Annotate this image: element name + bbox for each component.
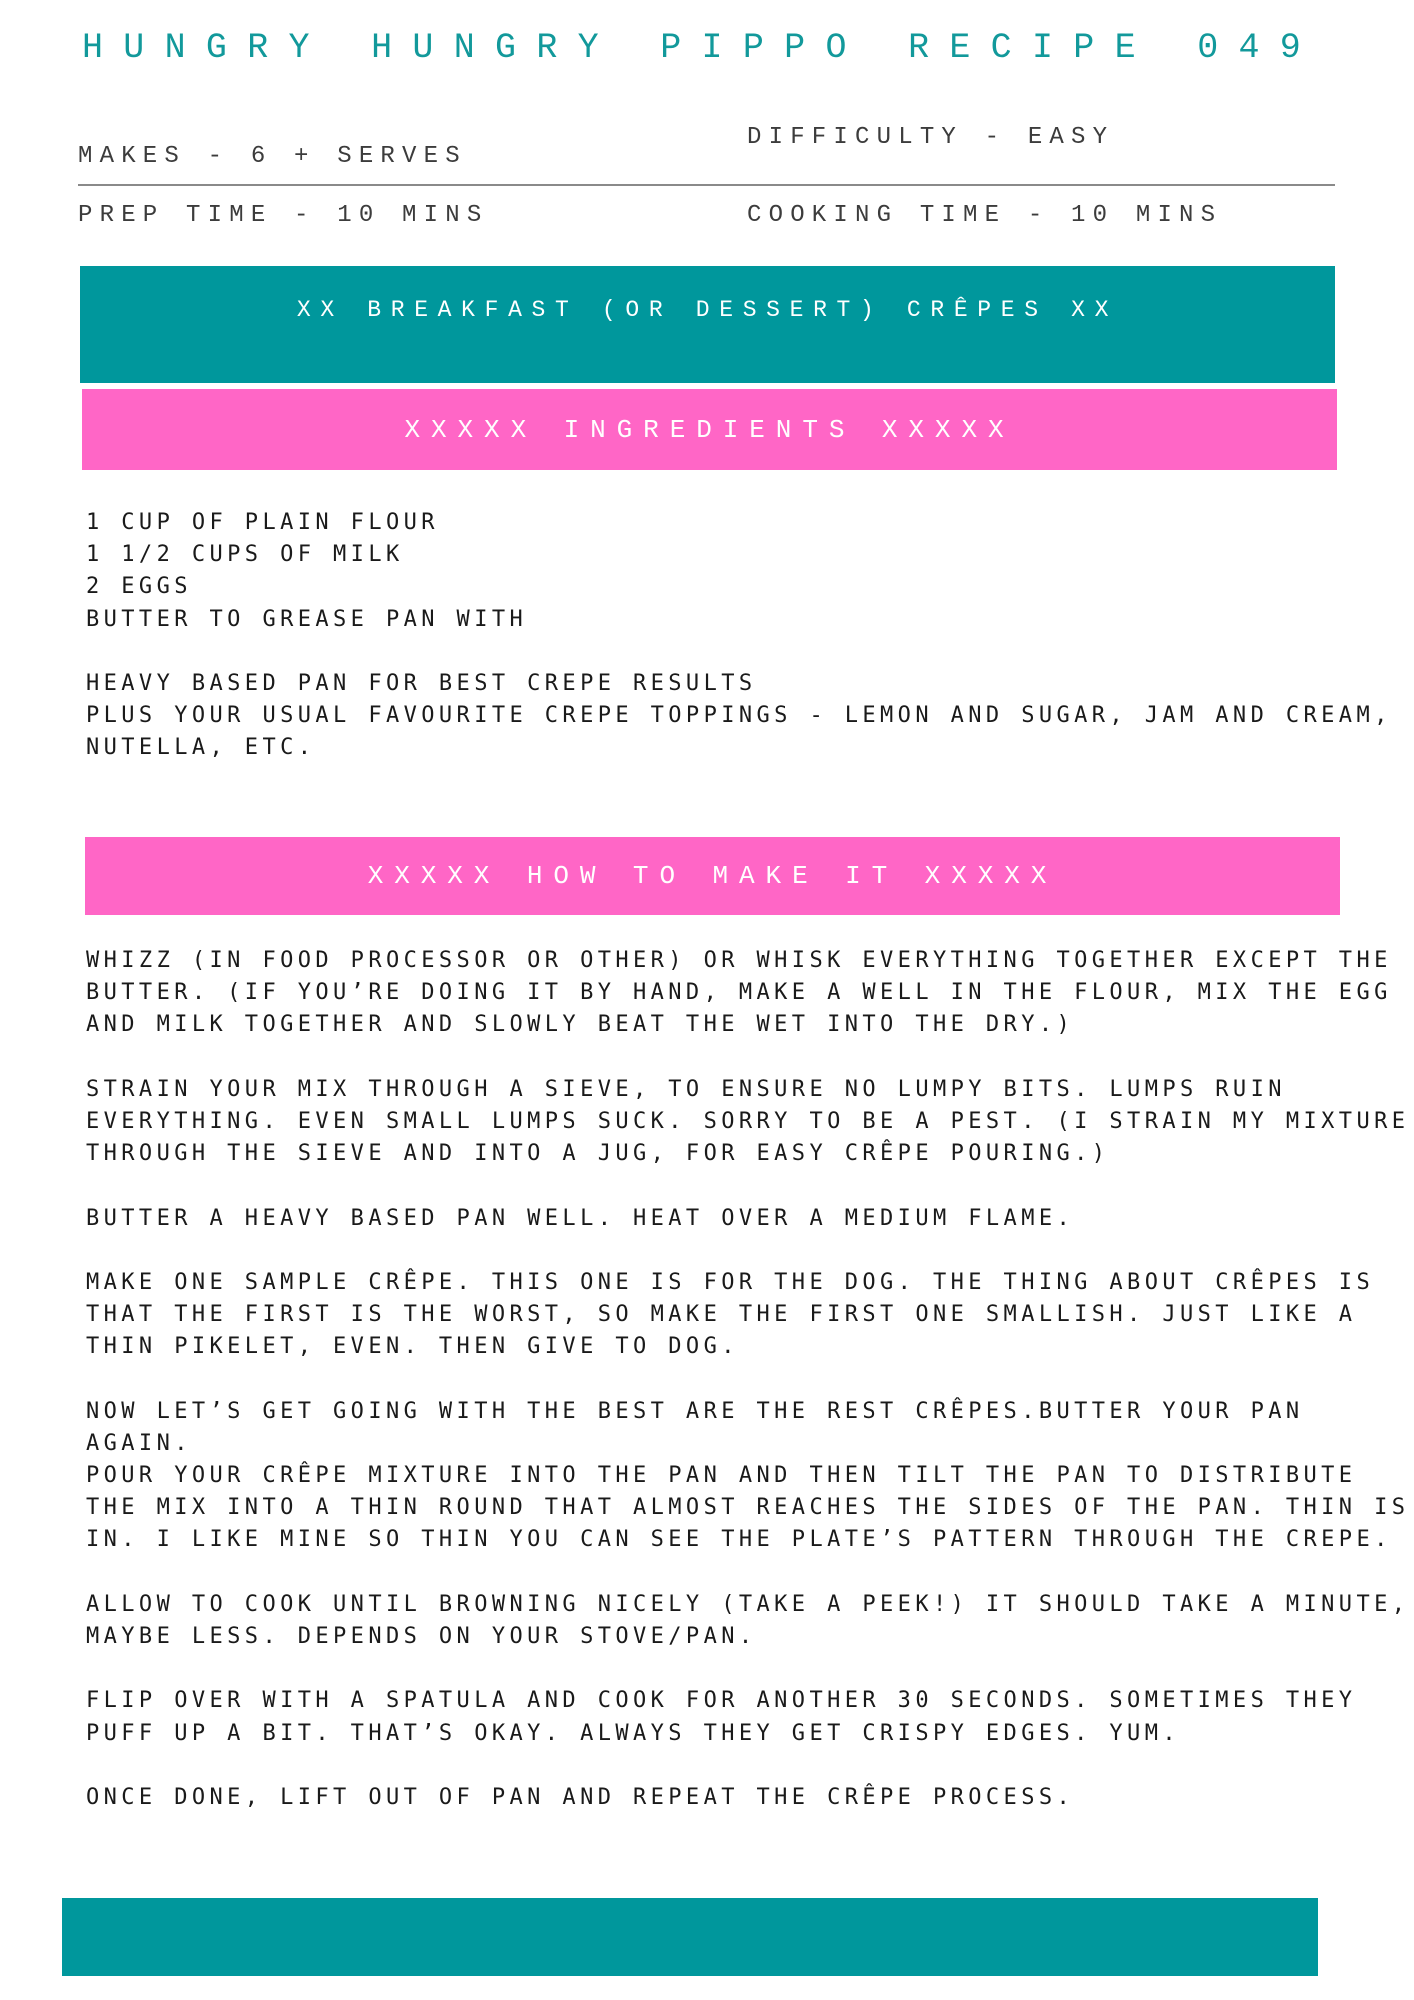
method-line: THIN PIKELET, EVEN. THEN GIVE TO DOG. — [86, 1334, 739, 1360]
method-line: EVERYTHING. EVEN SMALL LUMPS SUCK. SORRY TO BE A PEST. (I STRAIN MY MIXTURE — [86, 1108, 1410, 1134]
method-line: PUFF UP A BIT. THAT’S OKAY. ALWAYS THEY GET CRISPY EDGES. YUM. — [86, 1720, 1180, 1746]
method-line: THROUGH THE SIEVE AND INTO A JUG, FOR EASY CRÊPE POURING.) — [86, 1141, 1110, 1167]
ingredient-item: 1 1/2 CUPS OF MILK — [86, 542, 404, 568]
method-heading-bar — [85, 837, 1340, 915]
difficulty: DIFFICULTY - EASY — [747, 124, 1115, 151]
method-heading: XXXXX HOW TO MAKE IT XXXXX — [367, 861, 1058, 891]
method-steps — [86, 945, 1409, 1814]
ingredient-extra: HEAVY BASED PAN FOR BEST CREPE RESULTS — [86, 670, 757, 696]
ingredients-list — [86, 507, 1392, 765]
ingredient-item: 1 CUP OF PLAIN FLOUR — [86, 510, 439, 535]
ingredient-extra: NUTELLA, ETC. — [86, 735, 316, 761]
ingredient-item: BUTTER TO GREASE PAN WITH — [86, 606, 528, 632]
meta-divider — [78, 184, 1335, 186]
makes-serves: MAKES - 6 + SERVES — [78, 143, 467, 170]
method-line: NOW LET’S GET GOING WITH THE BEST ARE THE REST CRÊPES.BUTTER YOUR PAN — [86, 1398, 1304, 1424]
method-line: WHIZZ (IN FOOD PROCESSOR OR OTHER) OR WHISK EVERYTHING TOGETHER EXCEPT THE — [86, 948, 1392, 973]
method-line: THE MIX INTO A THIN ROUND THAT ALMOST REACHES THE SIDES OF THE PAN. THIN IS — [86, 1495, 1410, 1521]
recipe-name: XX BREAKFAST (OR DESSERT) CRÊPES XX — [296, 296, 1119, 323]
method-line: STRAIN YOUR MIX THROUGH A SIEVE, TO ENSURE NO LUMPY BITS. LUMPS RUIN — [86, 1076, 1286, 1102]
ingredients-heading: XXXXX INGREDIENTS XXXXX — [404, 414, 1015, 445]
method-line: AGAIN. — [86, 1430, 192, 1456]
method-line: IN. I LIKE MINE SO THIN YOU CAN SEE THE PLATE’S PATTERN THROUGH THE CREPE. — [86, 1527, 1392, 1553]
prep-time: PREP TIME - 10 MINS — [78, 202, 489, 229]
cooking-time: COOKING TIME - 10 MINS — [747, 202, 1223, 229]
method-line: THAT THE FIRST IS THE WORST, SO MAKE THE FIRST ONE SMALLISH. JUST LIKE A — [86, 1302, 1357, 1328]
ingredient-extra: PLUS YOUR USUAL FAVOURITE CREPE TOPPINGS - LEMON AND SUGAR, JAM AND CREAM, — [86, 703, 1392, 729]
recipe-name-banner — [80, 266, 1335, 383]
method-line: MAKE ONE SAMPLE CRÊPE. THIS ONE IS FOR THE DOG. THE THING ABOUT CRÊPES IS — [86, 1269, 1375, 1295]
recipe-series-title: HUNGRY HUNGRY PIPPO RECIPE 049 — [82, 28, 1322, 68]
method-line: POUR YOUR CRÊPE MIXTURE INTO THE PAN AND THEN TILT THE PAN TO DISTRIBUTE — [86, 1463, 1357, 1488]
method-line: FLIP OVER WITH A SPATULA AND COOK FOR ANOTHER 30 SECONDS. SOMETIMES THEY — [86, 1688, 1357, 1714]
method-line: ALLOW TO COOK UNTIL BROWNING NICELY (TAKE A PEEK!) IT SHOULD TAKE A MINUTE, — [86, 1591, 1410, 1617]
method-line: ONCE DONE, LIFT OUT OF PAN AND REPEAT THE CRÊPE PROCESS. — [86, 1784, 1075, 1810]
method-line: MAYBE LESS. DEPENDS ON YOUR STOVE/PAN. — [86, 1623, 757, 1649]
method-line: BUTTER A HEAVY BASED PAN WELL. HEAT OVER A MEDIUM FLAME. — [86, 1205, 1075, 1231]
ingredient-item: 2 EGGS — [86, 574, 192, 600]
footer-bar — [62, 1898, 1318, 1976]
method-line: BUTTER. (IF YOU’RE DOING IT BY HAND, MAKE A WELL IN THE FLOUR, MIX THE EGG — [86, 980, 1392, 1006]
method-line: AND MILK TOGETHER AND SLOWLY BEAT THE WET INTO THE DRY.) — [86, 1012, 1075, 1038]
ingredients-heading-bar — [82, 389, 1337, 470]
